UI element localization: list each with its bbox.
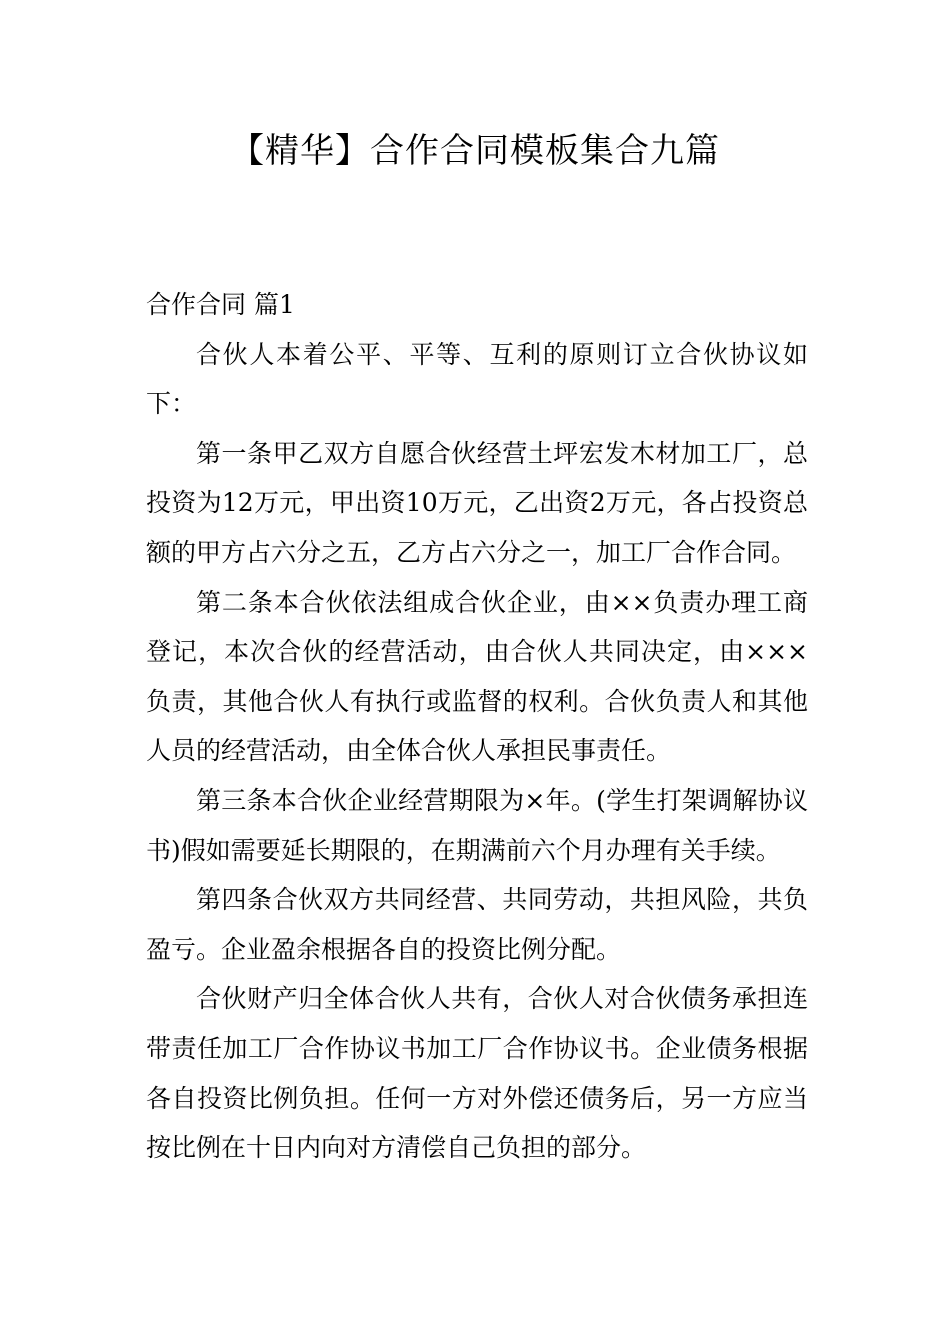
paragraph-article-3: 第三条本合伙企业经营期限为×年。(学生打架调解协议书)假如需要延长期限的，在期满前六个月办理有关手续。 <box>146 785 808 865</box>
paragraph-article-1: 第一条甲乙双方自愿合伙经营土坪宏发木材加工厂，总投资为12万元，甲出资10万元，乙出资2万元，各占投资总额的甲方占六分之五，乙方占六分之一，加工厂合作合同。 <box>146 438 808 567</box>
document-title: 【精华】合作合同模板集合九篇 <box>230 131 720 171</box>
paragraph-preamble: 合伙人本着公平、平等、互利的原则订立合伙协议如下： <box>146 339 808 419</box>
paragraph-property: 合伙财产归全体合伙人共有，合伙人对合伙债务承担连带责任加工厂合作协议书加工厂合作协议书。企业债务根据各自投资比例负担。任何一方对外偿还债务后，另一方应当按比例在十日内向对方清偿自己负担的部分。 <box>146 984 808 1163</box>
document-body <box>146 280 808 1173</box>
paragraph-article-4: 第四条合伙双方共同经营、共同劳动，共担风险，共负盈亏。企业盈余根据各自的投资比例分配。 <box>146 885 808 964</box>
paragraph-article-2: 第二条本合伙依法组成合伙企业，由××负责办理工商登记，本次合伙的经营活动，由合伙人共同决定，由×××负责，其他合伙人有执行或监督的权利。合伙负责人和其他人员的经营活动，由全体合伙人承担民事责任。 <box>146 587 808 766</box>
section-heading: 合作合同 篇1 <box>146 290 295 319</box>
